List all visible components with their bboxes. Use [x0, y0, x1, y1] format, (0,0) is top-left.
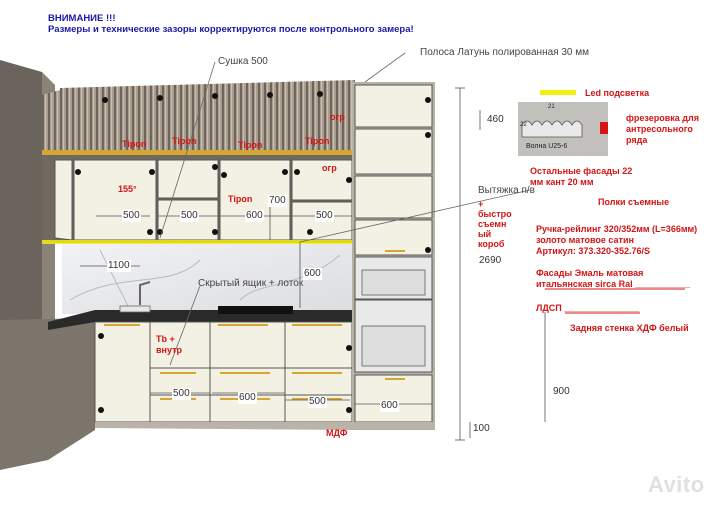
- dim-600-top: 600: [246, 210, 263, 221]
- note-other-facades-2: мм кант 20 мм: [530, 177, 594, 187]
- label-ogr-2: огр: [322, 163, 337, 173]
- label-tb-1: Tb +: [156, 334, 175, 344]
- label-tipon-2: Tipon: [172, 136, 197, 146]
- drying-callout: Сушка 500: [218, 56, 268, 67]
- label-ogr-1: огр: [330, 112, 345, 122]
- hidden-drawer-callout: Скрытый ящик + лоток: [198, 278, 304, 289]
- warning-text: Размеры и технические зазоры корректируются после контрольного замера!: [48, 24, 414, 35]
- dim-500-a: 500: [123, 210, 140, 221]
- dim-500-bottom-2: 500: [309, 396, 326, 407]
- label-quick-box-5: короб: [478, 239, 505, 249]
- note-handle-2: золото матовое сатин: [536, 235, 634, 245]
- note-other-facades-1: Остальные фасады 22: [530, 166, 633, 176]
- note-facades-1: Фасады Эмаль матовая: [536, 268, 644, 278]
- dim-600-gap: 600: [304, 268, 321, 279]
- avito-watermark: Avito: [648, 472, 705, 497]
- label-quick-box-1: +: [478, 199, 484, 209]
- note-milling-1: фрезеровка для: [626, 113, 699, 123]
- led-sample-bar: [540, 90, 576, 95]
- note-milling-3: ряда: [626, 135, 648, 145]
- label-angle: 155°: [118, 184, 137, 194]
- warning-title: ВНИМАНИЕ !!!: [48, 13, 116, 24]
- note-led: Led подсветка: [585, 88, 650, 98]
- note-milling-2: антресольного: [626, 124, 693, 134]
- dim-1100: 1100: [108, 260, 130, 271]
- dim-500-c: 500: [316, 210, 333, 221]
- label-tipon-1: Tipon: [122, 139, 147, 149]
- lower-cabinets: [95, 322, 352, 430]
- dim-700: 700: [269, 195, 286, 206]
- label-mdf: МДФ: [326, 428, 348, 438]
- label-tipon-5: Tipon: [228, 194, 253, 204]
- label-quick-box-4: ый: [478, 229, 492, 239]
- dim-900: 900: [553, 386, 570, 397]
- note-back-wall: Задняя стенка ХДФ белый: [570, 323, 689, 333]
- note-removable-shelves: Полки съемные: [598, 197, 670, 207]
- hood-callout: Вытяжка п/в: [478, 185, 535, 196]
- label-quick-box-2: быстро: [478, 209, 512, 219]
- dim-500-bottom-1: 500: [173, 388, 190, 399]
- note-facades-2: итальянская sirca Ral ___________: [536, 279, 691, 289]
- profile-dim-left: 22: [520, 122, 527, 128]
- note-handle-3: Артикул: 373.320-352.76/S: [536, 246, 650, 256]
- dim-460: 460: [487, 114, 504, 125]
- dim-600-bottom-1: 600: [239, 392, 256, 403]
- brass-strip-callout: Полоса Латунь полированная 30 мм: [420, 47, 589, 58]
- profile-dim-top: 21: [548, 104, 555, 110]
- profile-label: Волна U25-6: [526, 143, 568, 150]
- label-tipon-4: Tipon: [305, 136, 330, 146]
- tall-appliance-column: [352, 82, 435, 430]
- note-handle-1: Ручка-рейлинг 320/352мм (L=366мм): [536, 224, 698, 234]
- label-tipon-3: Tipon: [238, 140, 263, 150]
- dim-500-b: 500: [181, 210, 198, 221]
- dim-600-bottom-2: 600: [381, 400, 398, 411]
- dim-100: 100: [473, 423, 490, 434]
- upper-cabinets: [42, 155, 355, 244]
- label-tb-2: внутр: [156, 345, 182, 355]
- dim-2690: 2690: [479, 255, 502, 266]
- label-quick-box-3: съемн: [478, 219, 507, 229]
- note-ldsp: ЛДСП _______________: [536, 303, 640, 313]
